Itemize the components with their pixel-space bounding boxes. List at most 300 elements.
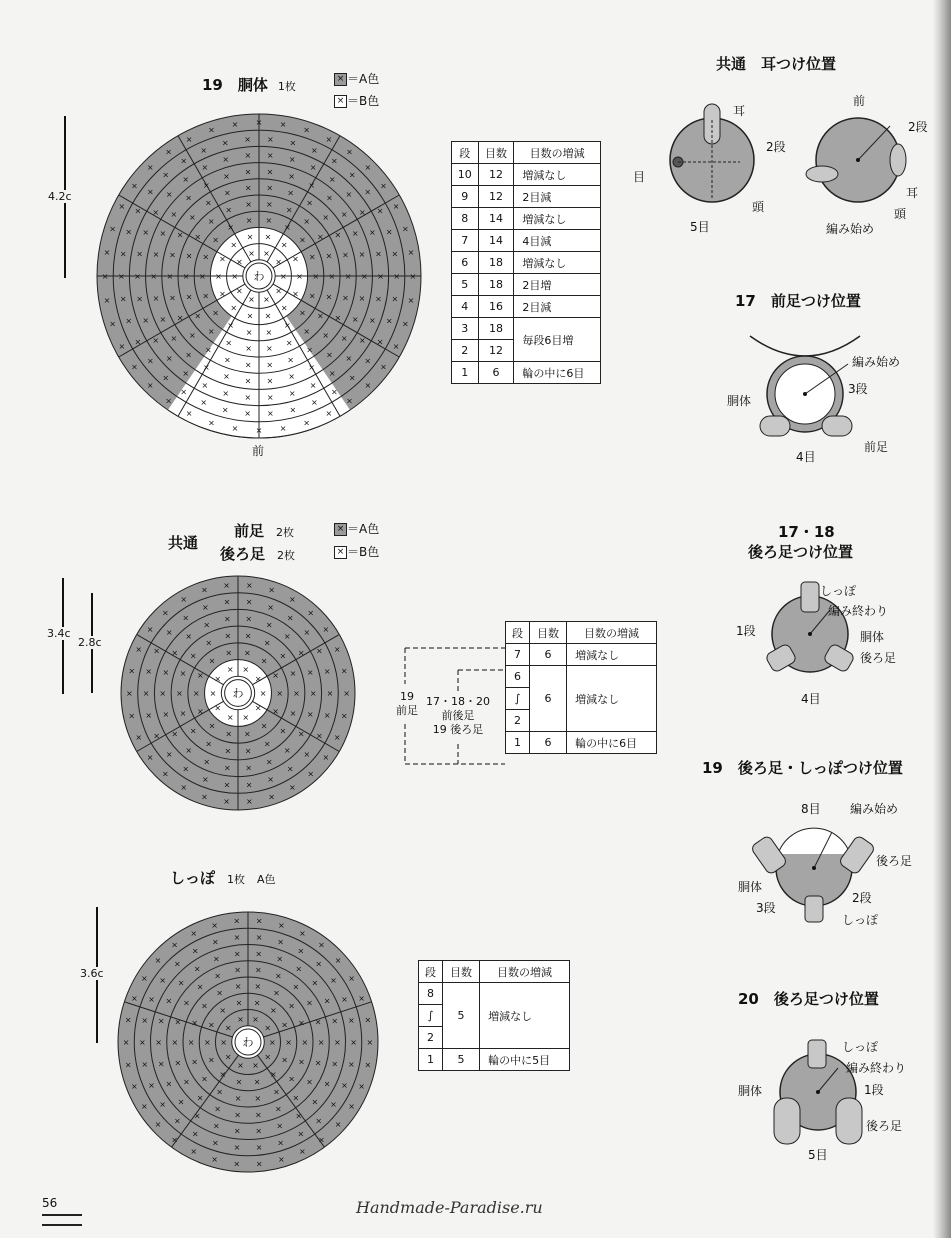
chart-stitch: × xyxy=(128,666,136,676)
chart-stitch: × xyxy=(124,1060,132,1070)
chart-stitch: × xyxy=(285,205,293,215)
legs-combined-label: 17・18・20 前後足 19 後ろ足 xyxy=(426,695,490,736)
chart-stitch: × xyxy=(136,294,143,304)
chart-stitch: × xyxy=(153,731,160,741)
chart-stitch: × xyxy=(288,594,296,604)
chart-stitch: × xyxy=(293,689,300,698)
chart-stitch: × xyxy=(315,959,323,969)
tail-chart xyxy=(116,908,380,1174)
chart-stitch: × xyxy=(286,613,294,623)
chart-stitch: × xyxy=(182,175,190,185)
chart-stitch: × xyxy=(244,183,252,193)
chart-stitch: × xyxy=(190,1147,198,1157)
ear-row2-label: 2段 xyxy=(766,140,786,154)
chart-stitch: × xyxy=(155,1038,162,1047)
chart-stitch: × xyxy=(314,1017,322,1027)
chart-stitch: × xyxy=(193,964,201,974)
chart-stitch: × xyxy=(254,981,262,991)
chart-stitch: × xyxy=(275,257,283,267)
chart-stitch: × xyxy=(223,763,231,773)
chart-stitch: × xyxy=(306,198,313,208)
chart-stitch: × xyxy=(328,368,336,378)
chart-stitch: × xyxy=(191,1018,198,1028)
chart-stitch: × xyxy=(148,1080,155,1090)
chart-stitch: × xyxy=(269,1069,277,1079)
chart-stitch: × xyxy=(308,291,316,301)
chart-stitch: × xyxy=(185,350,192,360)
chart-stitch: × xyxy=(202,180,210,190)
chart-stitch: × xyxy=(292,982,300,992)
chart-stitch: × xyxy=(212,937,219,947)
chart-stitch: × xyxy=(118,341,126,351)
chart-stitch: × xyxy=(242,712,250,722)
chart-stitch: × xyxy=(185,632,193,642)
chart-stitch: × xyxy=(322,625,330,635)
chart-stitch: × xyxy=(334,1038,341,1047)
chart-stitch: × xyxy=(223,372,230,382)
chart-stitch: × xyxy=(264,232,272,242)
chart-stitch: × xyxy=(301,1038,309,1047)
chart-stitch: × xyxy=(233,932,241,942)
chart-stitch: × xyxy=(141,973,148,983)
chart-stitch: × xyxy=(223,780,231,790)
chart-stitch: × xyxy=(288,388,296,398)
chart-stitch: × xyxy=(267,603,274,613)
chart-stitch: × xyxy=(277,1138,284,1148)
chart-stitch: × xyxy=(125,227,133,237)
chart-stitch: × xyxy=(224,355,231,365)
chart-stitch: × xyxy=(161,608,169,618)
chart-stitch: × xyxy=(254,703,262,713)
chart-stitch: × xyxy=(283,321,291,331)
chart-stitch: × xyxy=(234,1110,241,1120)
chart-stitch: × xyxy=(346,147,353,157)
chart-stitch: × xyxy=(278,1155,285,1165)
chart-stitch: × xyxy=(245,597,253,607)
chart-stitch: × xyxy=(103,247,111,257)
chart-stitch: × xyxy=(223,597,231,607)
chart-stitch: × xyxy=(340,210,348,220)
chart-stitch: × xyxy=(244,409,251,419)
chart-stitch: × xyxy=(235,257,243,267)
chart-stitch: × xyxy=(152,293,160,303)
legs-row-guides xyxy=(400,640,510,770)
chart-stitch: × xyxy=(205,638,213,648)
chart-stitch: × xyxy=(308,180,316,190)
chart-stitch: × xyxy=(368,315,376,325)
chart-stitch: × xyxy=(265,327,273,337)
chart-stitch: × xyxy=(351,314,359,324)
chart-stitch: × xyxy=(272,670,279,680)
legs-count-table: 段 目数 目数の増減 7 6 増減なし 6 6 増減なし ∫ 2 1 6 輪の中に6目 xyxy=(505,621,657,754)
chart-stitch: × xyxy=(234,965,241,975)
chart-stitch: × xyxy=(295,964,303,974)
chart-stitch: × xyxy=(268,585,275,595)
chart-stitch: × xyxy=(246,311,254,321)
chart-stitch: × xyxy=(214,1104,221,1114)
chart-stitch: × xyxy=(297,1129,305,1139)
chart-stitch: × xyxy=(391,249,399,259)
chart-stitch: × xyxy=(159,975,166,985)
chart-stitch: × xyxy=(266,344,273,354)
chart-stitch: × xyxy=(267,409,274,419)
chart-stitch: × xyxy=(131,362,138,372)
chart-stitch: × xyxy=(407,247,415,257)
chart-stitch: × xyxy=(328,175,336,185)
chart-stitch: × xyxy=(142,315,150,325)
chart-stitch: × xyxy=(283,222,291,232)
chart-stitch: × xyxy=(340,333,348,343)
chart-stitch: × xyxy=(177,978,185,988)
front-leg-start-label: 編み始め xyxy=(852,355,901,369)
chart-stitch: × xyxy=(260,656,268,666)
chart-stitch: × xyxy=(385,316,393,326)
chart-stitch: × xyxy=(266,183,274,193)
chart-stitch: × xyxy=(248,295,255,305)
t20-body-label: 胴体 xyxy=(738,1084,763,1098)
chart-stitch: × xyxy=(292,289,299,299)
chart-stitch: × xyxy=(146,187,154,197)
chart-stitch: × xyxy=(323,710,331,720)
chart-stitch: × xyxy=(333,733,341,743)
chart-stitch: × xyxy=(245,780,253,790)
chart-stitch: × xyxy=(224,1023,232,1033)
chart-stitch: × xyxy=(273,988,280,998)
chart-stitch: × xyxy=(176,230,184,240)
chart-stitch: × xyxy=(307,769,315,779)
chart-stitch: × xyxy=(142,689,150,698)
chart-stitch: × xyxy=(323,1079,331,1089)
chart-stitch: × xyxy=(174,1058,182,1068)
chart-stitch: × xyxy=(176,689,183,698)
chart-stitch: × xyxy=(219,1006,227,1016)
chart-stitch: × xyxy=(289,709,297,719)
chart-stitch: × xyxy=(279,651,287,661)
chart-stitch: × xyxy=(146,625,154,635)
chart-center-label: わ xyxy=(242,1036,254,1049)
chart-stitch: × xyxy=(157,1059,165,1069)
chart-stitch: × xyxy=(225,205,233,215)
chart-stitch: × xyxy=(266,392,274,402)
body-legend-a: × ＝A色 xyxy=(334,70,379,87)
chart-stitch: × xyxy=(276,689,284,698)
chart-stitch: × xyxy=(255,916,263,926)
chart-stitch: × xyxy=(345,190,353,200)
chart-stitch: × xyxy=(222,388,230,398)
chart-stitch: × xyxy=(380,181,387,191)
tail-count-table: 段 目数 目数の増減 8 5 増減なし ∫ 2 1 5 輪の中に5目 xyxy=(418,960,570,1071)
chart-stitch: × xyxy=(191,946,199,956)
chart-stitch: × xyxy=(165,628,173,638)
chart-stitch: × xyxy=(244,134,251,144)
chart-stitch: × xyxy=(150,272,158,281)
chart-stitch: × xyxy=(170,333,178,343)
chart-stitch: × xyxy=(221,405,229,415)
chart-stitch: × xyxy=(152,335,160,345)
chart-stitch: × xyxy=(201,1074,208,1084)
chart-stitch: × xyxy=(159,1100,166,1110)
chart-stitch: × xyxy=(201,792,208,802)
chart-stitch: × xyxy=(146,752,154,762)
chart-stitch: × xyxy=(202,291,210,301)
chart-stitch: × xyxy=(223,171,230,181)
chart-stitch: × xyxy=(358,993,365,1003)
t20-5-label: 5目 xyxy=(808,1148,828,1162)
chart-stitch: × xyxy=(308,252,316,262)
chart-stitch: × xyxy=(364,163,372,173)
chart-stitch: × xyxy=(347,1059,355,1069)
chart-stitch: × xyxy=(358,1082,365,1092)
chart-stitch: × xyxy=(330,156,338,166)
t19-row2-label: 2段 xyxy=(852,891,872,905)
chart-stitch: × xyxy=(288,783,296,793)
back-leg-row1-label: 1段 xyxy=(736,624,756,638)
chart-stitch: × xyxy=(233,916,241,926)
t19-start-label: 編み始め xyxy=(850,802,899,816)
chart-stitch: × xyxy=(182,764,190,774)
chart-stitch: × xyxy=(309,163,317,173)
chart-stitch: × xyxy=(343,689,350,698)
chart-stitch: × xyxy=(165,996,173,1006)
chart-stitch: × xyxy=(165,396,172,406)
chart-stitch: × xyxy=(231,272,239,281)
chart-stitch: × xyxy=(244,167,252,177)
chart-stitch: × xyxy=(205,739,213,749)
chart-stitch: × xyxy=(317,1038,325,1047)
chart-stitch: × xyxy=(141,1016,149,1026)
chart-stitch: × xyxy=(153,646,160,656)
chart-stitch: × xyxy=(278,920,285,930)
chart-stitch: × xyxy=(341,995,348,1005)
chart-stitch: × xyxy=(350,1038,357,1047)
chart-stitch: × xyxy=(255,932,263,942)
chart-stitch: × xyxy=(214,703,222,713)
chart-stitch: × xyxy=(285,338,293,348)
chart-stitch: × xyxy=(344,272,352,281)
chart-stitch: × xyxy=(224,188,231,198)
chart-stitch: × xyxy=(208,418,215,428)
chart-stitch: × xyxy=(391,294,399,304)
chart-stitch: × xyxy=(203,620,211,630)
chart-stitch: × xyxy=(279,726,287,736)
t19-tail-label: しっぽ xyxy=(842,913,879,927)
chart-stitch: × xyxy=(171,648,179,658)
chart-stitch: × xyxy=(364,1060,372,1070)
chart-stitch: × xyxy=(165,147,172,157)
chart-stitch: × xyxy=(222,155,230,165)
chart-stitch: × xyxy=(208,1055,215,1065)
chart-stitch: × xyxy=(208,1020,215,1030)
chart-stitch: × xyxy=(201,163,209,173)
chart-stitch: × xyxy=(245,344,252,354)
t19-title: 19 後ろ足・しっぽつけ位置 xyxy=(702,759,903,777)
chart-stitch: × xyxy=(212,1138,219,1148)
chart-stitch: × xyxy=(289,668,297,678)
chart-stitch: × xyxy=(380,362,387,372)
chart-stitch: × xyxy=(289,405,297,415)
chart-stitch: × xyxy=(308,363,316,373)
chart-stitch: × xyxy=(141,1059,149,1069)
chart-stitch: × xyxy=(289,138,297,148)
chart-stitch: × xyxy=(253,1077,261,1087)
legs-front-title: 前足 2枚 xyxy=(234,522,295,540)
chart-stitch: × xyxy=(223,614,231,624)
chart-stitch: × xyxy=(348,170,356,180)
chart-stitch: × xyxy=(288,1074,295,1084)
chart-stitch: × xyxy=(233,1143,241,1153)
chart-stitch: × xyxy=(298,1057,305,1067)
chart-stitch: × xyxy=(255,1126,263,1136)
chart-stitch: × xyxy=(364,380,372,390)
chart-stitch: × xyxy=(234,1094,242,1104)
chart-stitch: × xyxy=(310,145,318,155)
chart-stitch: × xyxy=(212,954,220,964)
chart-stitch: × xyxy=(288,372,295,382)
chart-stitch: × xyxy=(179,668,187,678)
chart-stitch: × xyxy=(242,665,250,675)
chart-stitch: × xyxy=(244,360,252,370)
chart-stitch: × xyxy=(311,978,319,988)
chart-stitch: × xyxy=(101,272,109,281)
chart-stitch: × xyxy=(330,1100,337,1110)
chart-stitch: × xyxy=(268,792,275,802)
chart-stitch: × xyxy=(225,729,233,739)
chart-stitch: × xyxy=(202,363,210,373)
chart-stitch: × xyxy=(205,198,212,208)
chart-stitch: × xyxy=(393,272,401,281)
front-leg-leg-label: 前足 xyxy=(864,440,889,454)
chart-stitch: × xyxy=(288,1001,295,1011)
chart-stitch: × xyxy=(194,311,202,321)
chart-stitch: × xyxy=(103,296,111,306)
chart-stitch: × xyxy=(141,1102,148,1112)
chart-stitch: × xyxy=(316,311,324,321)
t20-tail-label: しっぽ xyxy=(842,1040,879,1054)
chart-stitch: × xyxy=(179,709,187,719)
chart-stitch: × xyxy=(176,313,184,323)
chart-stitch: × xyxy=(303,628,311,638)
chart-stitch: × xyxy=(185,134,193,144)
chart-stitch: × xyxy=(245,327,253,337)
chart-stitch: × xyxy=(154,1120,162,1130)
chart-stitch: × xyxy=(196,982,204,992)
chart-stitch: × xyxy=(246,580,253,590)
chart-stitch: × xyxy=(292,1093,300,1103)
chart-stitch: × xyxy=(207,216,215,226)
ear-ear-label: 耳 xyxy=(733,104,746,118)
chart-stitch: × xyxy=(328,272,336,281)
chart-stitch: × xyxy=(269,1006,277,1016)
chart-stitch: × xyxy=(297,729,305,739)
chart-center-label: わ xyxy=(253,270,265,283)
chart-stitch: × xyxy=(345,353,353,363)
chart-stitch: × xyxy=(183,1077,190,1087)
chart-stitch: × xyxy=(220,1038,227,1047)
chart-stitch: × xyxy=(196,1093,204,1103)
chart-stitch: × xyxy=(126,689,133,698)
chart-stitch: × xyxy=(118,202,126,212)
chart-stitch: × xyxy=(244,746,252,756)
chart-stitch: × xyxy=(318,1135,325,1145)
chart-stitch: × xyxy=(377,272,384,281)
chart-stitch: × xyxy=(306,710,314,720)
chart-stitch: × xyxy=(202,252,210,262)
chart-stitch: × xyxy=(201,380,209,390)
tail-title: しっぽ 1枚 A色 xyxy=(170,869,276,887)
chart-stitch: × xyxy=(134,272,141,281)
chart-stitch: × xyxy=(266,376,274,386)
chart-stitch: × xyxy=(146,163,154,173)
chart-stitch: × xyxy=(154,955,162,965)
chart-stitch: × xyxy=(119,294,127,304)
chart-stitch: × xyxy=(209,689,217,698)
body-front-label: 前 xyxy=(252,444,265,458)
chart-stitch: × xyxy=(392,202,400,212)
back-leg-end-label: 編み終わり xyxy=(828,604,889,618)
legs-size-outer: 3.4c xyxy=(47,627,71,640)
chart-stitch: × xyxy=(182,368,190,378)
chart-stitch: × xyxy=(200,145,208,155)
ear-2r-label: 2段 xyxy=(908,120,928,134)
chart-stitch: × xyxy=(185,193,192,203)
chart-stitch: × xyxy=(131,993,138,1003)
chart-stitch: × xyxy=(316,646,323,656)
chart-stitch: × xyxy=(235,998,243,1008)
chart-stitch: × xyxy=(309,689,317,698)
chart-stitch: × xyxy=(198,272,206,281)
legs-legend-a: × ＝A色 xyxy=(334,520,379,537)
ear-eye-label: 目 xyxy=(633,170,646,184)
chart-stitch: × xyxy=(231,119,239,129)
chart-stitch: × xyxy=(275,971,282,981)
chart-stitch: × xyxy=(245,199,252,209)
chart-stitch: × xyxy=(322,752,330,762)
body-title: 19 胴体 1枚 xyxy=(202,76,296,94)
chart-stitch: × xyxy=(276,1121,284,1131)
chart-stitch: × xyxy=(202,774,209,784)
chart-stitch: × xyxy=(192,689,200,698)
chart-stitch: × xyxy=(255,118,263,128)
chart-stitch: × xyxy=(159,314,167,324)
chart-stitch: × xyxy=(212,308,219,318)
chart-stitch: × xyxy=(306,998,313,1008)
chart-stitch: × xyxy=(342,293,349,303)
chart-stitch: × xyxy=(235,286,243,296)
chart-stitch: × xyxy=(211,920,218,930)
chart-stitch: × xyxy=(148,995,155,1005)
chart-stitch: × xyxy=(254,674,262,684)
t19-body-label: 胴体 xyxy=(738,880,763,894)
chart-stitch: × xyxy=(165,1079,173,1089)
chart-stitch: × xyxy=(322,212,330,222)
chart-stitch: × xyxy=(246,797,253,807)
t20-row1-label: 1段 xyxy=(864,1083,884,1097)
chart-stitch: × xyxy=(188,212,196,222)
chart-stitch: × xyxy=(145,667,153,677)
chart-stitch: × xyxy=(201,1001,208,1011)
chart-stitch: × xyxy=(230,303,238,313)
chart-stitch: × xyxy=(219,1069,227,1079)
legs-size-inner: 2.8c xyxy=(78,636,102,649)
chart-stitch: × xyxy=(303,216,311,226)
chart-stitch: × xyxy=(315,1116,323,1126)
chart-stitch: × xyxy=(146,380,154,390)
chart-stitch: × xyxy=(255,1159,263,1169)
chart-stitch: × xyxy=(292,254,299,264)
chart-stitch: × xyxy=(214,674,222,684)
ear-5-label: 5目 xyxy=(690,220,710,234)
ear-head-label: 頭 xyxy=(752,200,765,214)
